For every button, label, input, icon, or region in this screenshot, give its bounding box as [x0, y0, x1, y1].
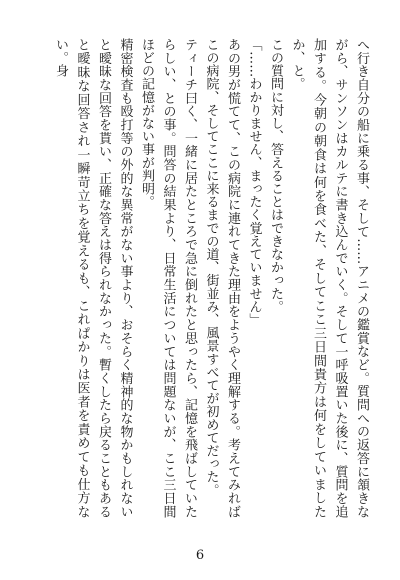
paragraph: へ行き自分の船に乗る事、そして……アニメの鑑賞など。質問への返答に頷きながら、サンソンはカルテに書き込んでいく。そして一呼吸置いた後に、質問を追加する。今朝の朝食は何を食べた、そしてここ三日間貴方は何をしていましたか、と。: [289, 38, 369, 518]
paragraph: ティーチ曰く、一緒に居たところで急に倒れたと思ったら、記憶を飛ばしていたらしい、との事。問答の結果より、日常生活については問題ないが、ここ三日間ほどの記憶がない事が判明。: [139, 38, 197, 518]
paragraph: あの男が慌てて、この病院に連れてきた理由をようやく理解する。考えてみればこの病院、そしてここに来るまでの道、街並み、風景すべてが初めてだった。: [203, 38, 240, 518]
body-text: [24, 38, 372, 518]
page-number: 6: [195, 548, 205, 563]
paragraph: 精密検査も殴打等の外的な異常がない事より、おそらく精神的な物かもしれないと曖昧な回答を貰い、正確な答えは得られなかった。暫くしたら戻ることもあると曖昧な回答され一瞬苛立ちを覚えるも、これぱかりは医者を責めても仕方ない。身: [53, 38, 133, 518]
paragraph: 「……わかりません、まったく覚えていません」: [246, 38, 262, 327]
paragraph: この質問に対し、答えることはできなかった。: [268, 38, 283, 314]
